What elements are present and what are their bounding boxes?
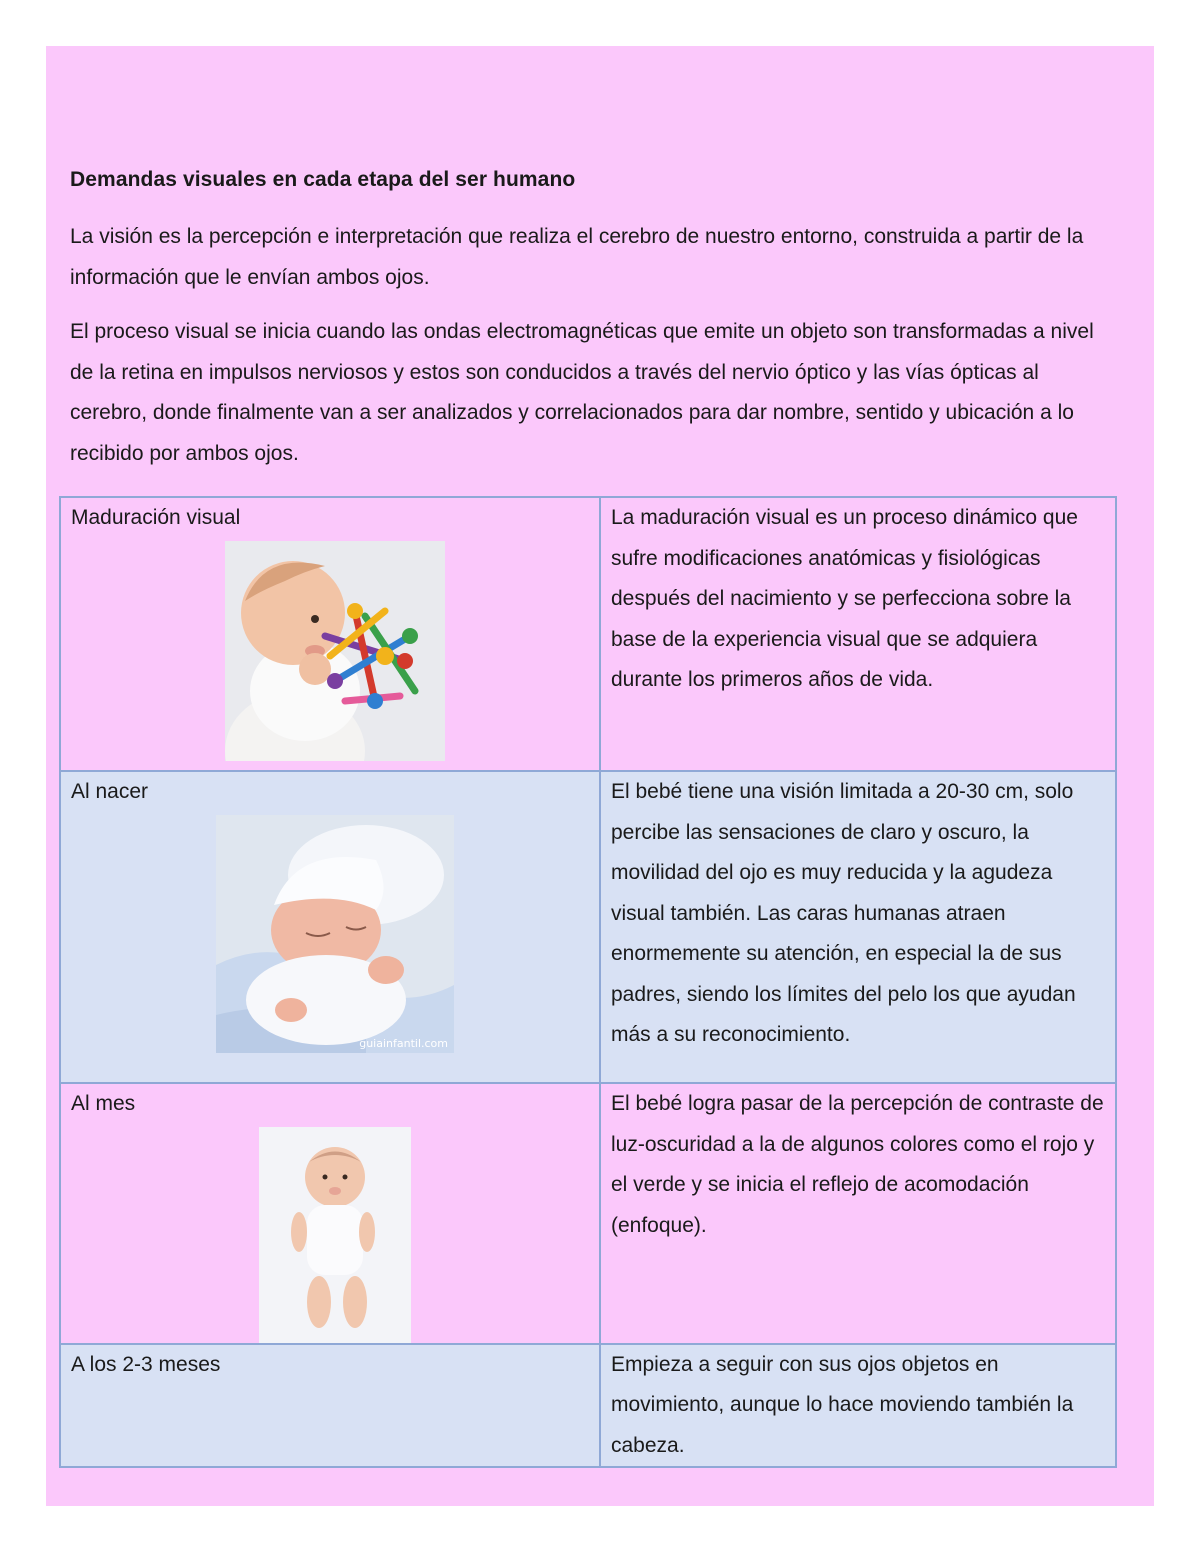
stage-label: Al nacer: [71, 780, 149, 803]
photo-watermark: guiainfantil.com: [359, 1036, 448, 1050]
table-row: [60, 771, 1116, 1083]
stage-label: Al mes: [71, 1092, 136, 1115]
process-paragraph: El proceso visual se inicia cuando las ondas electromagnéticas que emite un objeto son transformadas a nivel de la retina en impulsos nerviosos y estos son conducidos a través del nervio óptico y las vías ópticas al cerebro, donde finalmente van a ser analizados y correlacionados para dar nombre, sentido y ubicación a lo recibido por ambos ojos.: [70, 320, 1094, 465]
newborn-sleeping-photo: [216, 815, 454, 1053]
stage-cell: [60, 497, 600, 771]
intro-paragraph: La visión es la percepción e interpretación que realiza el cerebro de nuestro entorno, construida a partir de la información que le envían ambos ojos.: [70, 225, 1084, 289]
page-title: Demandas visuales en cada etapa del ser humano: [70, 168, 576, 191]
description-cell: El bebé logra pasar de la percepción de contraste de luz-oscuridad a la de algunos colores como el rojo y el verde y se inicia el reflejo de acomodación (enfoque).: [600, 1083, 1116, 1344]
table-row: [60, 1344, 1116, 1468]
stage-label: Maduración visual: [71, 506, 241, 529]
stages-table: [59, 496, 1117, 1468]
description-cell: La maduración visual es un proceso dinámico que sufre modificaciones anatómicas y fisiológicas después del nacimiento y se perfecciona sobre la base de la experiencia visual que se adquiera durante los primeros años de vida.: [600, 497, 1116, 771]
document-page: [46, 46, 1154, 1506]
stage-cell: [60, 771, 600, 1083]
table-row: [60, 1083, 1116, 1344]
description-cell: El bebé tiene una visión limitada a 20-30 cm, solo percibe las sensaciones de claro y oscuro, la movilidad del ojo es muy reducida y la agudeza visual también. Las caras humanas atraen enormemente su atención, en especial la de sus padres, siendo los límites del pelo los que ayudan más a su reconocimiento.: [600, 771, 1116, 1083]
stage-cell: [60, 1083, 600, 1344]
stage-cell: [60, 1344, 600, 1468]
table-row: [60, 497, 1116, 771]
baby-with-toy-photo: [225, 541, 445, 761]
one-month-baby-photo: [259, 1127, 411, 1343]
description-cell: Empieza a seguir con sus ojos objetos en movimiento, aunque lo hace moviendo también la cabeza.: [600, 1344, 1116, 1468]
stage-label: A los 2-3 meses: [71, 1352, 221, 1376]
